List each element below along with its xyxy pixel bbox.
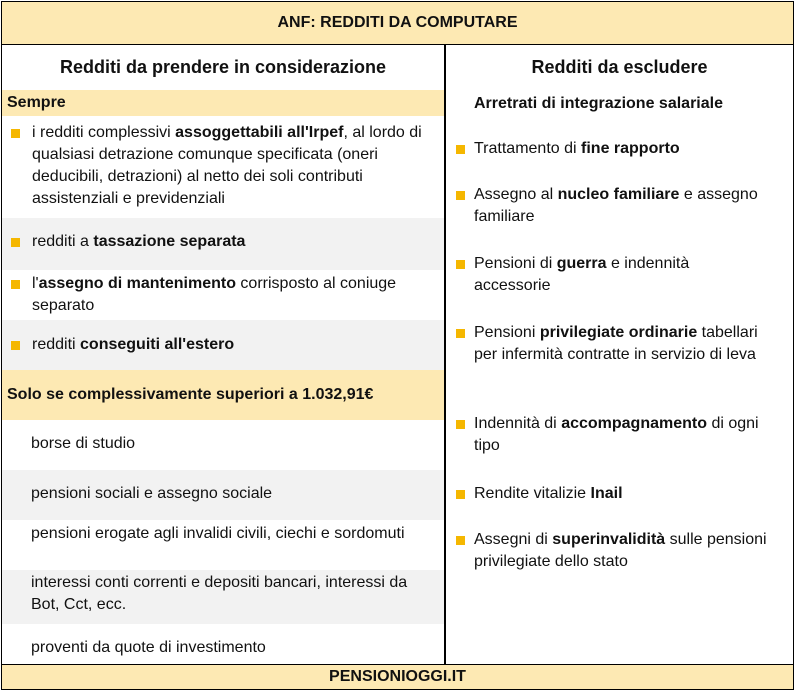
square-bullet-icon [456, 420, 465, 429]
list-item [2, 470, 444, 520]
list-item [456, 184, 791, 228]
list-item [456, 529, 791, 573]
list-item [2, 520, 444, 570]
item-text: Assegno al nucleo familiare e assegno familiare [474, 186, 758, 225]
square-bullet-icon [456, 260, 465, 269]
section-conditional-label: Solo se complessivamente superiori a 1.032,91€ [7, 386, 374, 403]
item-text: i redditi complessivi assoggettabili all'Irpef, al lordo di qualsiasi detrazione comunque specificata (oneri deducibili, detrazioni) al netto dei soli contributi assistenziali e previdenziali [32, 124, 422, 207]
item-text: Pensioni privilegiate ordinarie tabellari per infermità contratte in servizio di leva [474, 324, 758, 363]
item-text: Rendite vitalizie Inail [474, 485, 623, 502]
item-text: Trattamento di fine rapporto [474, 140, 680, 157]
anf-table [1, 1, 794, 690]
list-item [456, 322, 791, 366]
item-text: proventi da quote di investimento [31, 639, 266, 656]
section-always-label: Sempre [7, 94, 66, 111]
list-item [2, 570, 444, 624]
square-bullet-icon [456, 191, 465, 200]
item-text: interessi conti correnti e depositi bancari, interessi da Bot, Cct, ecc. [31, 574, 408, 613]
item-text: Assegni di superinvalidità sulle pensioni privilegiate dello stato [474, 531, 767, 570]
item-text: Pensioni di guerra e indennità accessorie [474, 255, 690, 294]
list-item [2, 624, 444, 668]
item-text: redditi a tassazione separata [32, 233, 246, 250]
item-text: l'assegno di mantenimento corrisposto al coniuge separato [32, 275, 397, 314]
column-divider [444, 45, 446, 666]
right-column-heading: Redditi da escludere [531, 57, 708, 77]
square-bullet-icon [11, 238, 20, 247]
list-item [2, 420, 444, 470]
list-item [456, 138, 791, 160]
excluded-first-item: Arretrati di integrazione salariale [474, 95, 723, 112]
square-bullet-icon [11, 341, 20, 350]
list-item [456, 483, 791, 505]
list-item [2, 320, 444, 370]
square-bullet-icon [11, 280, 20, 289]
square-bullet-icon [456, 490, 465, 499]
item-text: redditi conseguiti all'estero [32, 336, 235, 353]
list-item [2, 116, 444, 218]
item-text: pensioni erogate agli invalidi civili, ciechi e sordomuti [31, 525, 405, 542]
square-bullet-icon [456, 536, 465, 545]
section-always [2, 90, 444, 116]
item-text: borse di studio [31, 435, 136, 452]
square-bullet-icon [456, 145, 465, 154]
list-item [456, 253, 791, 297]
left-column-heading: Redditi da prendere in considerazione [59, 57, 387, 77]
list-item [2, 218, 444, 270]
included-income-column [2, 90, 444, 668]
list-item [2, 270, 444, 320]
list-item [456, 413, 791, 457]
square-bullet-icon [456, 329, 465, 338]
table-title: ANF: REDDITI DA COMPUTARE [2, 2, 793, 45]
footer-site: PENSIONIOGGI.IT [2, 664, 793, 689]
section-conditional [2, 370, 444, 420]
item-text: Indennità di accompagnamento di ogni tipo [474, 415, 759, 454]
square-bullet-icon [11, 129, 20, 138]
item-text: pensioni sociali e assegno sociale [31, 485, 273, 502]
